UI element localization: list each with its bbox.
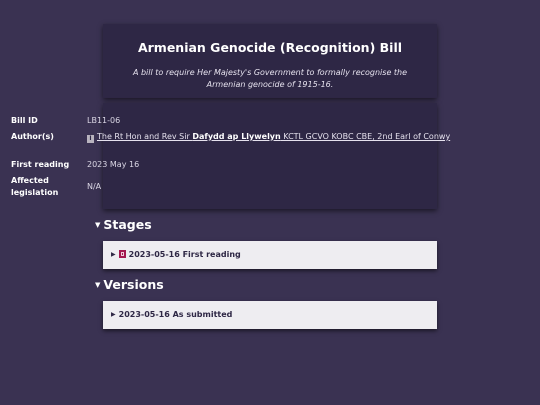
authors-value xyxy=(87,131,532,143)
chevron-down-icon: ▼ xyxy=(95,221,101,229)
bill-title-card xyxy=(103,24,437,98)
version-item-as-submitted[interactable] xyxy=(103,301,437,329)
affected-legislation-value: N/A xyxy=(87,182,102,191)
bill-id-label: Bill ID xyxy=(11,116,38,125)
author-name: Dafydd ap Llywelyn xyxy=(192,132,281,141)
versions-heading[interactable]: ▼ Versions xyxy=(95,277,164,292)
chevron-down-icon: ▼ xyxy=(95,281,101,289)
stages-heading[interactable]: ▼ Stages xyxy=(95,217,152,232)
stage-badge-icon xyxy=(119,250,126,258)
stage-item-label: 2023-05-16 First reading xyxy=(128,250,241,259)
version-item-label: 2023-05-16 As submitted xyxy=(118,310,233,319)
chevron-right-icon: ▶ xyxy=(111,311,116,318)
chevron-right-icon: ▶ xyxy=(111,251,116,258)
affected-legislation-label: Affected legislation xyxy=(11,176,59,197)
page-title: Armenian Genocide (Recognition) Bill xyxy=(137,40,403,55)
stage-item-first-reading[interactable] xyxy=(103,241,437,269)
first-reading-label: First reading xyxy=(11,160,70,169)
bill-description: A bill to require Her Majesty's Government to formally recognise the Armenian genocide of 1915-16. xyxy=(132,68,408,89)
authors-label: Author(s) xyxy=(11,132,54,141)
bill-id-value: LB11-06 xyxy=(87,116,121,125)
author-link[interactable]: The Rt Hon and Rev Sir Dafydd ap Llywelyn KCTL GCVO KOBC CBE, 2nd Earl of Conwy xyxy=(97,132,451,141)
first-reading-value: 2023 May 16 xyxy=(87,160,140,169)
party-badge-icon: I xyxy=(87,135,94,143)
